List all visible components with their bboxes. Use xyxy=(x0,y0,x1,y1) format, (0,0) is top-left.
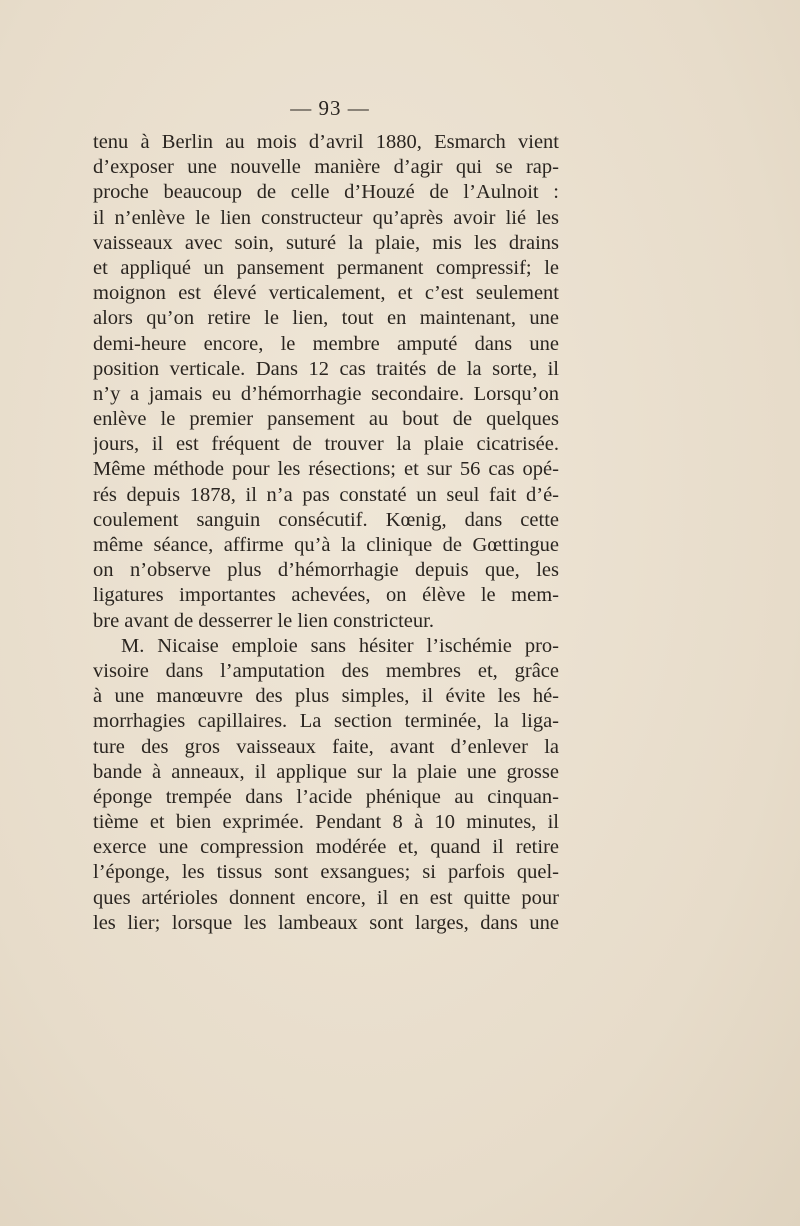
body-text xyxy=(93,130,559,936)
text-line: moignon est élevé verticalement, et c’est seulement xyxy=(93,282,559,305)
text-line: exerce une compression modérée et, quand il retire xyxy=(93,836,559,859)
text-line: d’exposer une nouvelle manière d’agir qui se rap- xyxy=(93,156,559,179)
text-line: tenu à Berlin au mois d’avril 1880, Esmarch vient xyxy=(93,131,559,153)
text-line: bande à anneaux, il applique sur la plaie une grosse xyxy=(93,760,559,783)
text-line: Même méthode pour les résections; et sur 56 cas opé- xyxy=(93,458,559,481)
paragraph-start-line: M. Nicaise emploie sans hésiter l’ischémie pro- xyxy=(121,634,559,657)
text-line: visoire dans l’amputation des membres et, grâce xyxy=(93,659,559,682)
text-line: tième et bien exprimée. Pendant 8 à 10 minutes, il xyxy=(93,811,559,834)
text-line: à une manœuvre des plus simples, il évite les hé- xyxy=(93,685,559,708)
text-line: l’éponge, les tissus sont exsangues; si parfois quel- xyxy=(93,861,559,884)
page-number: — 93 — xyxy=(290,96,370,120)
text-line: éponge trempée dans l’acide phénique au cinquan- xyxy=(93,785,559,808)
text-line: même séance, affirme qu’à la clinique de Gœttingue xyxy=(93,534,559,556)
text-line: jours, il est fréquent de trouver la plaie cicatrisée. xyxy=(93,433,559,456)
text-line: ligatures importantes achevées, on élève le mem- xyxy=(93,584,559,607)
text-line: et appliqué un pansement permanent compressif; le xyxy=(93,256,559,279)
text-line: ture des gros vaisseaux faite, avant d’enlever la xyxy=(93,735,559,758)
text-line: enlève le premier pansement au bout de quelques xyxy=(93,408,559,431)
text-line: on n’observe plus d’hémorrhagie depuis que, les xyxy=(93,559,559,582)
paragraph-end-line: bre avant de desserrer le lien constricteur. xyxy=(93,609,434,632)
text-line: les lier; lorsque les lambeaux sont larges, dans une xyxy=(93,911,559,934)
text-line: position verticale. Dans 12 cas traités de la sorte, il xyxy=(93,357,559,380)
text-line: coulement sanguin consécutif. Kœnig, dans cette xyxy=(93,508,559,531)
text-line: proche beaucoup de celle d’Houzé de l’Aulnoit : xyxy=(93,181,559,204)
text-line: rés depuis 1878, il n’a pas constaté un seul fait d’é- xyxy=(93,483,559,506)
text-line: vaisseaux avec soin, suturé la plaie, mis les drains xyxy=(93,231,559,254)
text-line: alors qu’on retire le lien, tout en maintenant, une xyxy=(93,307,559,330)
text-line: morrhagies capillaires. La section terminée, la liga- xyxy=(93,710,559,733)
text-line: ques artérioles donnent encore, il en est quitte pour xyxy=(93,886,559,909)
text-line: demi-heure encore, le membre amputé dans une xyxy=(93,332,559,355)
text-line: il n’enlève le lien constructeur qu’après avoir lié les xyxy=(93,206,559,229)
text-line: n’y a jamais eu d’hémorrhagie secondaire. Lorsqu’on xyxy=(93,382,559,405)
